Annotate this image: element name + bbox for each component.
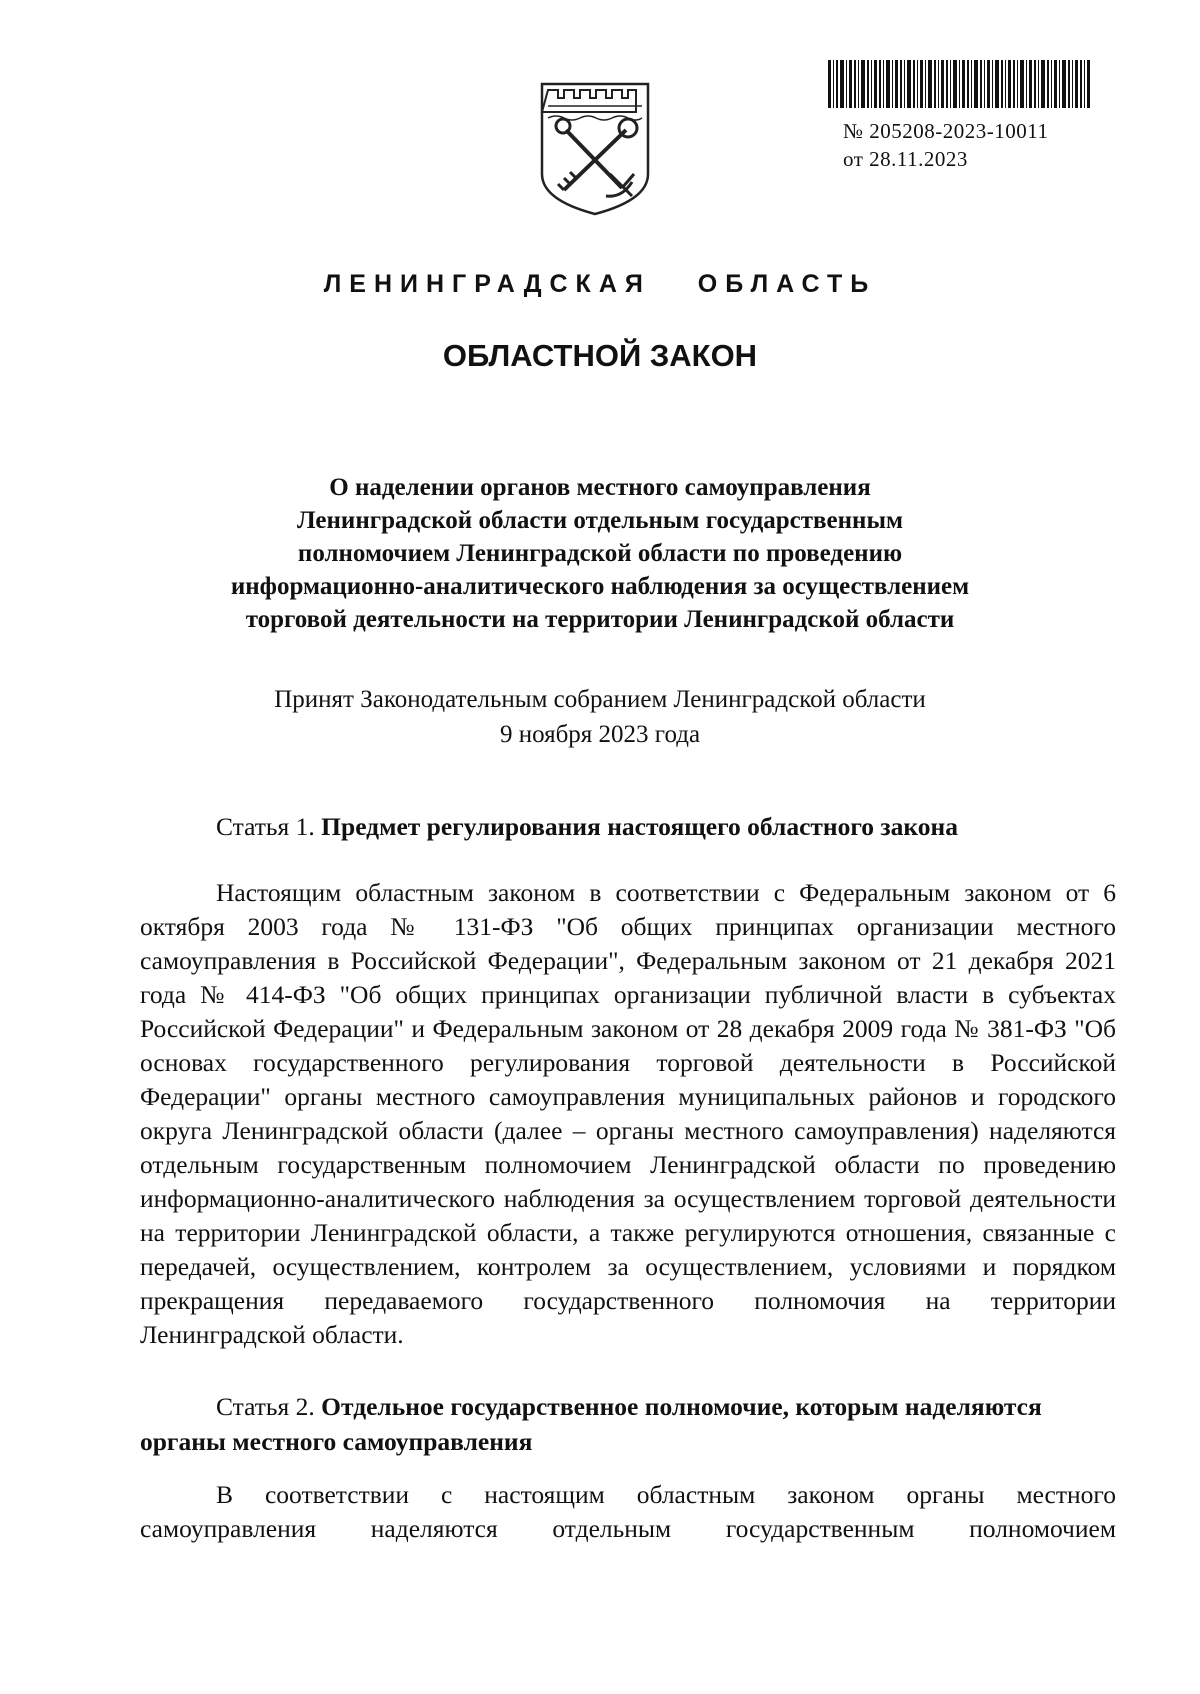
coat-of-arms-icon — [536, 78, 654, 218]
region-heading: ЛЕНИНГРАДСКАЯ ОБЛАСТЬ — [323, 270, 877, 298]
law-title-line: информационно-аналитического наблюдения за осуществлением — [230, 573, 970, 600]
law-title-line: полномочием Ленинградской области по проведению — [297, 540, 903, 567]
article-name: Отдельное государственное полномочие, которым наделяются органы местного самоуправления — [140, 1392, 1042, 1456]
article-name: Предмет регулирования настоящего областного закона — [321, 812, 958, 841]
law-title-line: Ленинградской области отдельным государственным — [296, 507, 904, 534]
law-title-line: О наделении органов местного самоуправления — [329, 474, 871, 501]
article-number: Статья 1. — [216, 812, 315, 841]
article-1-text: Настоящим областным законом в соответствии с Федеральным законом от 6 октября 2003 года № 131-ФЗ "Об общих принципах организации местного самоуправления в Российской Федерации", Федеральным законом от 21 декабря 2021 года № 414-ФЗ "Об общих принципах организации публичной власти в субъектах Российской Федерации" и Федеральным законом от 28 декабря 2009 года № 381-ФЗ "Об основах государственного регулирования торговой деятельности в Российской Федерации" органы местного самоуправления муниципальных районов и городского округа Ленинградской области (далее – органы местного самоуправления) наделяются отдельным государственным полномочием Ленинградской области по проведению информационно-аналитического наблюдения за осуществлением торговой деятельности на территории Ленинградской области, а также регулируются отношения, связанные с передачей, осуществлением, контролем за осуществлением, условиями и порядком прекращения передаваемого государственного полномочия на территории Ленинградской области. — [140, 878, 1116, 1349]
article-2-heading — [140, 1389, 1118, 1459]
registration-number: № 205208-2023-10011 — [843, 119, 1049, 143]
article-number: Статья 2. — [216, 1392, 315, 1421]
article-2-text: В соответствии с настоящим областным законом органы местного самоуправления наделяются отдельным государственным полномочием — [140, 1480, 1116, 1543]
adoption-note — [120, 682, 1080, 752]
document-type-heading: ОБЛАСТНОЙ ЗАКОН — [442, 338, 758, 373]
law-title — [120, 471, 1080, 636]
article-1-heading — [216, 809, 1194, 844]
law-title-line: торговой деятельности на территории Ленинградской области — [245, 606, 955, 633]
barcode-icon — [828, 60, 1090, 108]
adoption-date: 9 ноября 2023 года — [499, 721, 701, 748]
registration-date: от 28.11.2023 — [843, 147, 968, 171]
adoption-body: Принят Законодательным собранием Ленинградской области — [274, 686, 926, 713]
registration-info — [843, 117, 1049, 173]
